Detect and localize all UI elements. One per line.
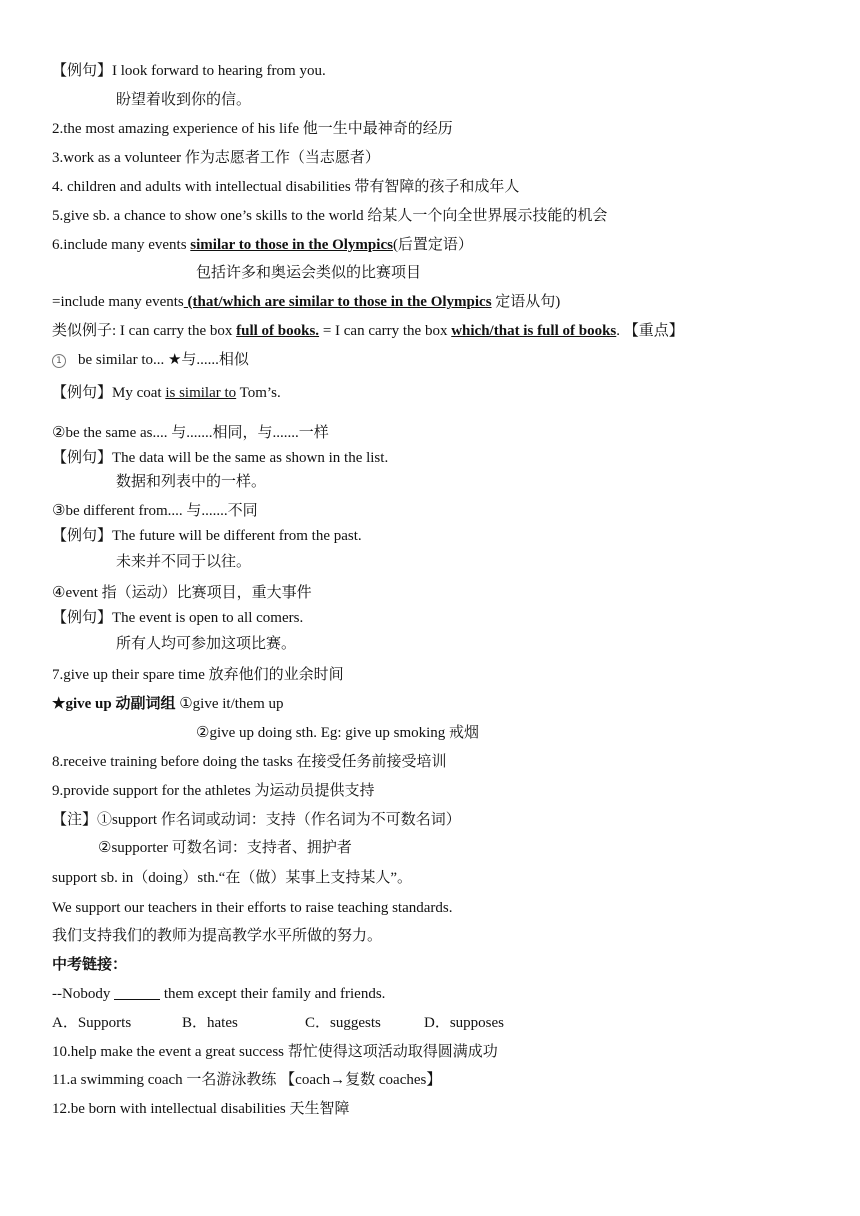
phrase-item: 6.include many events similar to those in the Olympics(后置定语） bbox=[52, 237, 473, 253]
note-line: 【注】①support 作名词或动词：支持（作名词为不可数名词） bbox=[52, 812, 461, 828]
key-phrase: is similar to bbox=[165, 385, 237, 401]
answer-blank bbox=[114, 985, 160, 1000]
example-sentence: I look forward to hearing from you. bbox=[112, 63, 326, 79]
option-d: D．supposes bbox=[424, 1015, 505, 1031]
translation-line: 包括许多和奥运会类似的比赛项目 bbox=[196, 265, 422, 281]
phrase-item: 10.help make the event a great success 帮忙使得这项活动取得圆满成功 bbox=[52, 1044, 498, 1060]
translation-line: 数据和列表中的一样。 bbox=[116, 474, 267, 490]
example-line: 【例句】The future will be different from the past. bbox=[52, 528, 362, 544]
key-phrase: full of books. bbox=[236, 323, 320, 339]
key-phrase: similar to those in the Olympics bbox=[190, 237, 393, 253]
option-a: A．Supports bbox=[52, 1015, 132, 1031]
phrase-item: 4. children and adults with intellectual disabilities 带有智障的孩子和成年人 bbox=[52, 179, 520, 195]
key-phrase: which/that is full of books bbox=[451, 323, 617, 339]
phrase-item: 8.receive training before doing the tasks 在接受任务前接受培训 bbox=[52, 754, 447, 770]
phrase-item: 1 be similar to... ★与......相似 bbox=[52, 350, 249, 370]
phrase-item: ③be different from.... 与.......不同 bbox=[52, 503, 258, 519]
phrase-item: 12.be born with intellectual disabilities 天生智障 bbox=[52, 1101, 350, 1117]
translation-line: 盼望着收到你的信。 bbox=[116, 92, 252, 108]
phrase-item: 2.the most amazing experience of his life 他一生中最神奇的经历 bbox=[52, 121, 453, 137]
circled-number: 1 bbox=[52, 354, 66, 368]
translation-line: 我们支持我们的教师为提高教学水平所做的努力。 bbox=[52, 928, 383, 944]
phrase-item: 11.a swimming coach 一名游泳教练 【coach→复数 coaches】 bbox=[52, 1072, 442, 1088]
exam-link-heading: 中考链接： bbox=[52, 957, 128, 973]
phrase-item: ④event 指（运动）比赛项目，重大事件 bbox=[52, 585, 312, 601]
example-sentence: We support our teachers in their efforts to raise teaching standards. bbox=[52, 900, 453, 916]
example-tag: 【例句】 bbox=[52, 63, 113, 79]
phrase-item: 5.give sb. a chance to show one’s skills to the world 给某人一个向全世界展示技能的机会 bbox=[52, 208, 608, 224]
phrase-item: 9.provide support for the athletes 为运动员提供支持 bbox=[52, 783, 375, 799]
phrase-note: ②give up doing sth. Eg: give up smoking 戒烟 bbox=[196, 725, 480, 741]
usage-line: support sb. in（doing）sth.“在（做）某事上支持某人”。 bbox=[52, 870, 412, 886]
option-c: C．suggests bbox=[305, 1015, 381, 1031]
similar-example: 类似例子: I can carry the box full of books. = I can carry the box which/that is full of books. 【重点】 bbox=[52, 323, 684, 339]
translation-line: 未来并不同于以往。 bbox=[116, 554, 252, 570]
example-line bbox=[52, 61, 326, 81]
bold-heading: ★give up 动副词组 bbox=[52, 696, 176, 712]
key-phrase: (that/which are similar to those in the Olympics bbox=[183, 294, 492, 310]
note-line: ②supporter 可数名词：支持者、拥护者 bbox=[98, 840, 352, 856]
example-line: 【例句】The event is open to all comers. bbox=[52, 610, 304, 626]
translation-line: 所有人均可参加这项比赛。 bbox=[116, 636, 297, 652]
phrase-item: 3.work as a volunteer 作为志愿者工作（当志愿者） bbox=[52, 150, 380, 166]
example-line: 【例句】The data will be the same as shown in the list. bbox=[52, 450, 389, 466]
exam-question: --Nobody them except their family and friends. bbox=[52, 986, 386, 1002]
phrase-note: ★give up 动副词组 ①give it/them up bbox=[52, 696, 284, 712]
phrase-item: =include many events (that/which are similar to those in the Olympics 定语从句) bbox=[52, 294, 561, 310]
example-line: 【例句】My coat is similar to Tom’s. bbox=[52, 385, 281, 401]
phrase-item: ②be the same as.... 与.......相同，与.......一样 bbox=[52, 425, 329, 441]
option-b: B．hates bbox=[182, 1015, 238, 1031]
phrase-item: 7.give up their spare time 放弃他们的业余时间 bbox=[52, 667, 344, 683]
